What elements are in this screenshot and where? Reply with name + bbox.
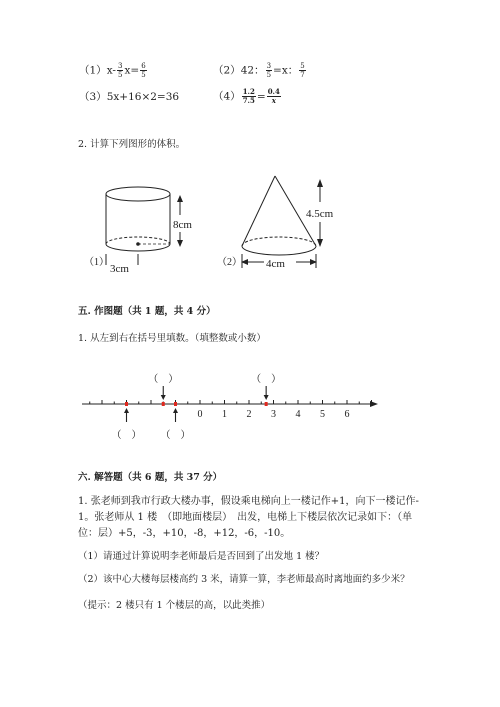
- fraction: $\frac{0.4}{x}$: [267, 87, 280, 105]
- answer-blank: （ ）: [111, 430, 142, 441]
- cone-label: （2）: [217, 257, 242, 268]
- pointer-arrowhead: [264, 395, 269, 400]
- section-5-title: 五. 作图题（共 1 题，共 4 分）: [78, 306, 216, 317]
- question-2-title: 2. 计算下列图形的体积。: [78, 139, 186, 150]
- number-line: [70, 368, 390, 448]
- point-marker: [265, 402, 268, 406]
- tick-label: 0: [197, 409, 203, 420]
- fraction: $\frac{5}{7}$: [300, 62, 305, 79]
- problem-1-text: 1. 张老师到我市行政大楼办事，假设乘电梯向上一楼记作+1，向下一楼记作- 1。张老师从 1 楼 （即地面楼层） 出发，电梯上下楼层依次记录如下：（单 位：层）+5，-3，+10，-8，+12，-6，-10。: [78, 496, 419, 539]
- hint-text: （提示：2 楼只有 1 个楼层的高，以此类推）: [78, 600, 271, 611]
- point-marker: [162, 402, 165, 406]
- fraction: $\frac{1.2}{7.5}$: [242, 87, 255, 105]
- point-marker: [125, 402, 128, 406]
- pointer-arrowhead: [124, 408, 129, 413]
- cylinder-figure: [106, 187, 183, 265]
- equation-3: （3）5x+16×2=36: [79, 91, 180, 103]
- cone-diameter: 4cm: [266, 258, 285, 270]
- tick-label: 2: [246, 409, 252, 420]
- cone-figure: [241, 176, 323, 268]
- sub-question-1: （1）请通过计算说明李老师最后是否回到了出发地 1 楼？: [78, 551, 325, 562]
- answer-blank: （ ）: [160, 430, 191, 441]
- fraction: $\frac{3}{5}$: [117, 62, 123, 79]
- cylinder-height: 8cm: [173, 219, 192, 231]
- answer-blank: （ ）: [148, 374, 179, 385]
- cylinder-label: （1）: [84, 257, 109, 268]
- tick-label: 6: [344, 409, 350, 420]
- answer-blank: （ ）: [251, 374, 282, 385]
- equation-2: （2）42： $\frac{3}{5}$ =x： $\frac{5}{7}$: [213, 62, 305, 79]
- point-marker: [174, 402, 177, 406]
- equation-4: （4） $\frac{1.2}{7.5}$ = $\frac{0.4}{x}$: [213, 87, 280, 105]
- fraction: $\frac{6}{5}$: [141, 62, 146, 79]
- geometry-figures: [70, 168, 410, 280]
- cone-height: 4.5cm: [306, 208, 334, 220]
- tick-label: 3: [271, 409, 276, 420]
- tick-label: 5: [320, 409, 325, 420]
- pointer-arrowhead: [161, 395, 166, 400]
- pointer-arrowhead: [173, 408, 178, 413]
- section-5-question-1: 1. 从左到右在括号里填数。（填整数或小数）: [78, 333, 266, 344]
- tick-label: 1: [222, 409, 227, 420]
- equation-1: （1）x- $\frac{3}{5}$ x= $\frac{6}{5}$: [79, 62, 146, 79]
- section-6-title: 六. 解答题（共 6 题，共 37 分）: [78, 472, 223, 483]
- cylinder-diameter: 3cm: [110, 263, 129, 275]
- fraction: $\frac{3}{5}$: [266, 62, 272, 79]
- tick-label: 4: [295, 409, 301, 420]
- sub-question-2: （2）该中心大楼每层楼高约 3 米，请算一算，李老师最高时离地面约多少米？: [78, 574, 410, 585]
